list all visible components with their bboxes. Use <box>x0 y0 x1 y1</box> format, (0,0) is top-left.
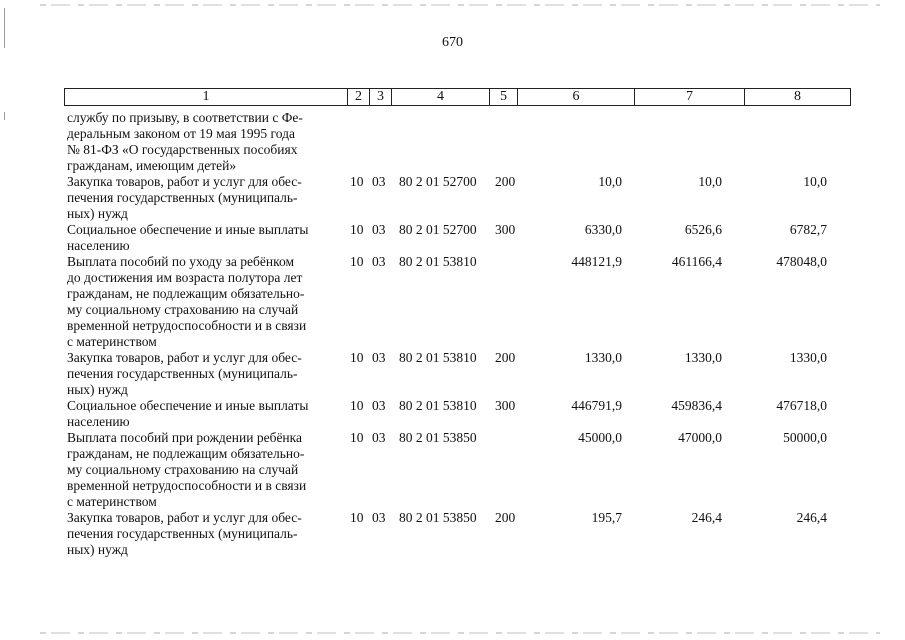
scan-artifact-bottom <box>40 632 880 634</box>
cell-c7: 10,0 <box>698 174 722 189</box>
description-line: временной нетрудоспособности и в связи <box>67 318 307 333</box>
cell-c5: 200 <box>495 174 516 189</box>
description-line: гражданам, не подлежащим обязательно- <box>67 446 305 461</box>
cell-c6: 45000,0 <box>578 430 622 445</box>
cell-c4: 80 2 01 53850 <box>399 430 477 445</box>
row-description <box>67 174 343 222</box>
description-line: му социальному страхованию на случай <box>67 462 299 477</box>
description-line: ных) нужд <box>67 206 128 221</box>
cell-c4: 80 2 01 52700 <box>399 174 477 189</box>
cell-c6: 448121,9 <box>571 254 622 269</box>
description-line: № 81-ФЗ «О государственных пособиях <box>67 142 298 157</box>
description-line: временной нетрудоспособности и в связи <box>67 478 307 493</box>
cell-c3: 03 <box>372 350 386 365</box>
column-header: 5 <box>490 89 518 106</box>
description-line: населению <box>67 238 130 253</box>
column-header: 7 <box>635 89 745 106</box>
cell-c6: 195,7 <box>591 510 622 525</box>
description-line: гражданам, не подлежащим обязательно- <box>67 286 305 301</box>
description-line: Выплата пособий при рождении ребёнка <box>67 430 303 445</box>
cell-c2: 10 <box>350 398 364 413</box>
description-line: му социальному страхованию на случай <box>67 302 299 317</box>
cell-c4: 80 2 01 53810 <box>399 350 477 365</box>
row-description <box>67 510 343 558</box>
column-header-row <box>65 89 851 106</box>
cell-c3: 03 <box>372 398 386 413</box>
description-line: печения государственных (муниципаль- <box>67 366 298 381</box>
description-line: Социальное обеспечение и иные выплаты <box>67 398 309 413</box>
description-line: гражданам, имеющим детей» <box>67 158 237 173</box>
table-row <box>0 110 905 174</box>
table-row <box>0 174 905 222</box>
cell-c2: 10 <box>350 430 364 445</box>
column-header: 8 <box>745 89 851 106</box>
cell-c3: 03 <box>372 174 386 189</box>
cell-c4: 80 2 01 53810 <box>399 254 477 269</box>
column-header: 2 <box>348 89 370 106</box>
row-description <box>67 398 343 430</box>
cell-c3: 03 <box>372 510 386 525</box>
budget-table-body <box>0 110 905 558</box>
cell-c2: 10 <box>350 222 364 237</box>
column-header-table <box>64 88 851 106</box>
cell-c5: 300 <box>495 398 516 413</box>
cell-c8: 476718,0 <box>776 398 827 413</box>
description-line: Социальное обеспечение и иные выплаты <box>67 222 309 237</box>
cell-c4: 80 2 01 52700 <box>399 222 477 237</box>
cell-c2: 10 <box>350 174 364 189</box>
description-line: с материнством <box>67 334 157 349</box>
description-line: Закупка товаров, работ и услуг для обес- <box>67 350 302 365</box>
cell-c7: 1330,0 <box>684 350 722 365</box>
column-header: 3 <box>370 89 392 106</box>
page-number: 670 <box>442 35 463 50</box>
table-row <box>0 222 905 254</box>
cell-c8: 1330,0 <box>789 350 827 365</box>
description-line: деральным законом от 19 мая 1995 года <box>67 126 295 141</box>
cell-c6: 6330,0 <box>584 222 622 237</box>
table-row <box>0 254 905 350</box>
table-row <box>0 350 905 398</box>
cell-c4: 80 2 01 53850 <box>399 510 477 525</box>
cell-c7: 459836,4 <box>671 398 722 413</box>
cell-c8: 50000,0 <box>783 430 827 445</box>
description-line: службу по призыву, в соответствии с Фе- <box>67 110 303 125</box>
cell-c7: 47000,0 <box>678 430 722 445</box>
row-description <box>67 222 343 254</box>
cell-c6: 10,0 <box>598 174 622 189</box>
scan-artifact-top <box>40 4 880 6</box>
description-line: печения государственных (муниципаль- <box>67 526 298 541</box>
description-line: до достижения им возраста полутора лет <box>67 270 303 285</box>
column-header: 6 <box>518 89 635 106</box>
cell-c5: 200 <box>495 350 516 365</box>
description-line: Выплата пособий по уходу за ребёнком <box>67 254 294 269</box>
row-description <box>67 254 343 350</box>
cell-c2: 10 <box>350 510 364 525</box>
description-line: ных) нужд <box>67 382 128 397</box>
cell-c6: 1330,0 <box>584 350 622 365</box>
cell-c2: 10 <box>350 254 364 269</box>
cell-c5: 300 <box>495 222 516 237</box>
cell-c7: 6526,6 <box>684 222 722 237</box>
cell-c8: 478048,0 <box>776 254 827 269</box>
table-row <box>0 398 905 430</box>
cell-c3: 03 <box>372 254 386 269</box>
cell-c8: 246,4 <box>796 510 827 525</box>
cell-c4: 80 2 01 53810 <box>399 398 477 413</box>
description-line: ных) нужд <box>67 542 128 557</box>
cell-c3: 03 <box>372 222 386 237</box>
row-description <box>67 430 343 510</box>
cell-c7: 461166,4 <box>671 254 722 269</box>
cell-c2: 10 <box>350 350 364 365</box>
column-header: 1 <box>65 89 348 106</box>
table-row <box>0 510 905 558</box>
cell-c3: 03 <box>372 430 386 445</box>
row-description <box>67 110 343 174</box>
description-line: с материнством <box>67 494 157 509</box>
cell-c7: 246,4 <box>691 510 722 525</box>
row-description <box>67 350 343 398</box>
description-line: Закупка товаров, работ и услуг для обес- <box>67 510 302 525</box>
column-header: 4 <box>392 89 490 106</box>
description-line: населению <box>67 414 130 429</box>
description-line: Закупка товаров, работ и услуг для обес- <box>67 174 302 189</box>
description-line: печения государственных (муниципаль- <box>67 190 298 205</box>
table-row <box>0 430 905 510</box>
cell-c8: 10,0 <box>803 174 827 189</box>
cell-c5: 200 <box>495 510 516 525</box>
cell-c8: 6782,7 <box>789 222 827 237</box>
cell-c6: 446791,9 <box>571 398 622 413</box>
